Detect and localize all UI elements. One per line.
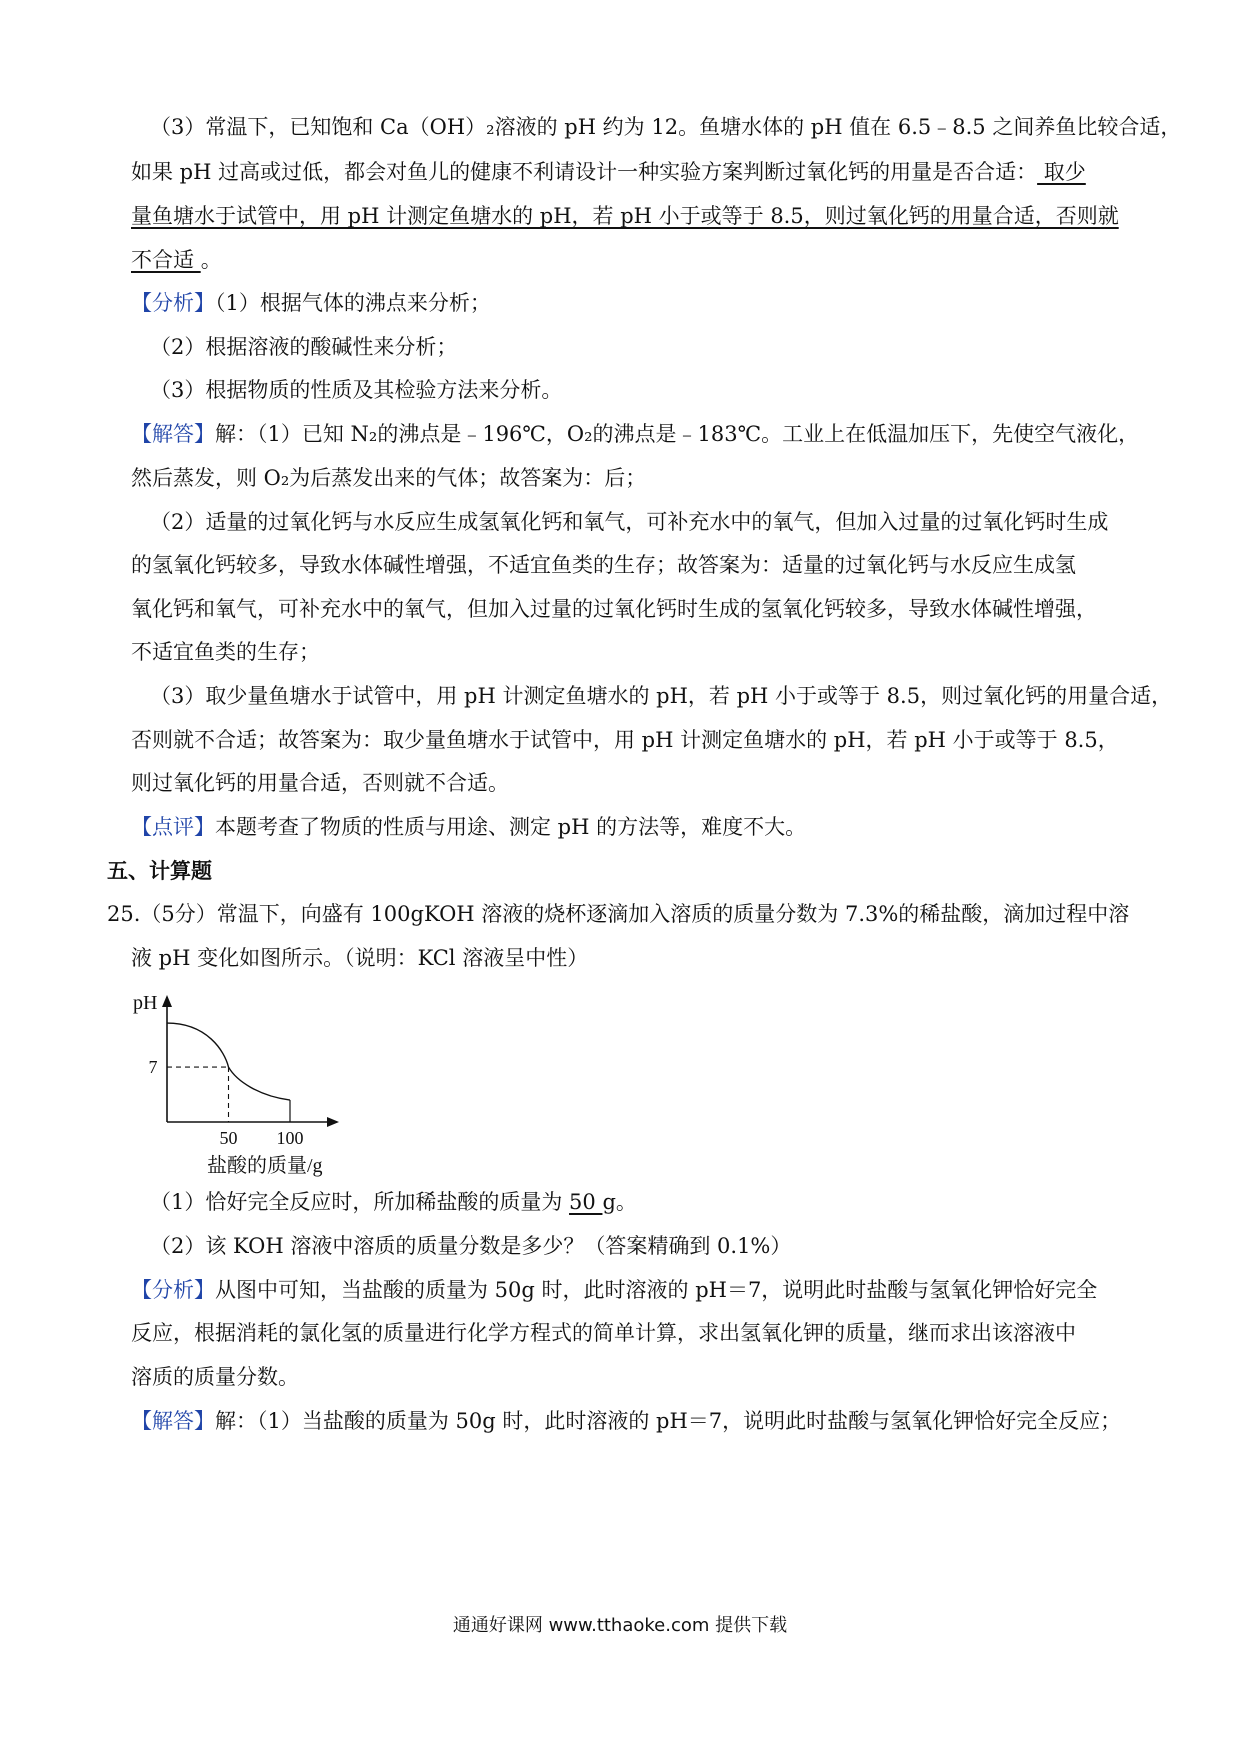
answer1-line-1 [131, 419, 1140, 449]
part3-line-4 [131, 245, 1121, 275]
answer1-line-3: （2）适量的过氧化钙与水反应生成氢氧化钙和氧气，可补充水中的氧气，但加入过量的过氧化钙时生成 [150, 510, 1109, 534]
section-title: 五、计算题 [107, 859, 212, 883]
analysis2-line-2: 反应，根据消耗的氯化氢的质量进行化学方程式的简单计算，求出氢氧化钾的质量，继而求出该溶液中 [131, 1321, 1076, 1345]
analysis2-tag: 【分析】 [131, 1278, 215, 1302]
answer1-text-1: 解：（1）已知 N₂的沸点是﹣196℃，O₂的沸点是﹣183℃。工业上在低温加压下，先使空气液化， [215, 422, 1140, 446]
answer1-line-5: 氧化钙和氧气，可补充水中的氧气，但加入过量的过氧化钙时生成的氢氧化钙较多，导致水体碱性增强， [131, 597, 1097, 621]
q25-sub1-answer: 50 [569, 1190, 603, 1214]
answer1-line-8: 否则就不合适；故答案为：取少量鱼塘水于试管中，用 pH 计测定鱼塘水的 pH，若 pH 小于或等于 8.5， [131, 728, 1119, 752]
part3-period: 。 [200, 248, 222, 272]
analysis1-line-2: （2）根据溶液的酸碱性来分析； [150, 335, 458, 359]
comment1-line [131, 812, 1121, 842]
y-axis-arrow [162, 995, 172, 1007]
x-axis-label: 盐酸的质量/g [207, 1155, 323, 1177]
q25-line-2: 液 pH 变化如图所示。（说明：KCl 溶液呈中性） [131, 946, 589, 970]
q25-line-1: 25.（5分）常温下，向盛有 100gKOH 溶液的烧杯逐滴加入溶质的质量分数为 7.3%的稀盐酸，滴加过程中溶 [107, 902, 1130, 926]
analysis1-line-1 [131, 288, 1121, 318]
analysis2-line-3: 溶质的质量分数。 [131, 1365, 299, 1389]
answer1-line-9: 则过氧化钙的用量合适，否则就不合适。 [131, 771, 509, 795]
part3-answer-start: 取少 [1037, 160, 1086, 184]
analysis1-text-1: （1）根据气体的沸点来分析； [215, 291, 491, 315]
q25-sub1-unit: g。 [602, 1190, 637, 1214]
x-tick-50: 50 [219, 1128, 238, 1148]
q25-sub1 [150, 1187, 1140, 1217]
comment-tag: 【点评】 [131, 815, 215, 839]
answer-tag: 【解答】 [131, 422, 215, 446]
answer2-line-1 [131, 1406, 1121, 1436]
x-tick-100: 100 [276, 1128, 304, 1148]
answer1-line-7: （3）取少量鱼塘水于试管中，用 pH 计测定鱼塘水的 pH，若 pH 小于或等于 8.5，则过氧化钙的用量合适， [150, 684, 1173, 708]
part3-line-1: （3）常温下，已知饱和 Ca（OH）₂溶液的 pH 约为 12。鱼塘水体的 pH 值在 6.5﹣8.5 之间养鱼比较合适， [150, 115, 1182, 139]
answer1-line-6: 不适宜鱼类的生存； [131, 640, 320, 664]
footer-text: 通通好课网 www.tthaoke.com 提供下载 [452, 1615, 788, 1636]
answer2-tag: 【解答】 [131, 1409, 215, 1433]
part3-question-text: 如果 pH 过高或过低，都会对鱼儿的健康不利请设计一种实验方案判断过氧化钙的用量是否合适： [131, 160, 1038, 184]
q25-sub1-text: （1）恰好完全反应时，所加稀盐酸的质量为 [150, 1190, 570, 1214]
q25-sub2: （2）该 KOH 溶液中溶质的质量分数是多少？（答案精确到 0.1%） [150, 1234, 792, 1258]
answer2-text-1: 解：（1）当盐酸的质量为 50g 时，此时溶液的 pH＝7，说明此时盐酸与氢氧化钾恰好完全反应； [215, 1409, 1122, 1433]
analysis1-line-3: （3）根据物质的性质及其检验方法来分析。 [150, 378, 563, 402]
y-tick-7: 7 [148, 1057, 158, 1078]
answer1-line-2: 然后蒸发，则 O₂为后蒸发出来的气体；故答案为：后； [131, 466, 647, 490]
answer1-line-4: 的氢氧化钙较多，导致水体碱性增强，不适宜鱼类的生存；故答案为：适量的过氧化钙与水反应生成氢 [131, 553, 1076, 577]
y-axis-label: pH [133, 992, 158, 1014]
part3-answer-line: 量鱼塘水于试管中，用 pH 计测定鱼塘水的 pH，若 pH 小于或等于 8.5，则过氧化钙的用量合适，否则就 [131, 204, 1119, 228]
x-axis-arrow [327, 1117, 339, 1127]
part3-line-2 [131, 157, 1121, 187]
analysis2-text-1: 从图中可知，当盐酸的质量为 50g 时，此时溶液的 pH＝7，说明此时盐酸与氢氧化钾恰好完全 [215, 1278, 1098, 1302]
analysis-tag: 【分析】 [131, 291, 215, 315]
ph-chart [130, 985, 400, 1180]
part3-answer-end: 不合适 [131, 248, 201, 272]
analysis2-line-1 [131, 1275, 1121, 1305]
comment1-text: 本题考查了物质的性质与用途、测定 pH 的方法等，难度不大。 [215, 815, 807, 839]
